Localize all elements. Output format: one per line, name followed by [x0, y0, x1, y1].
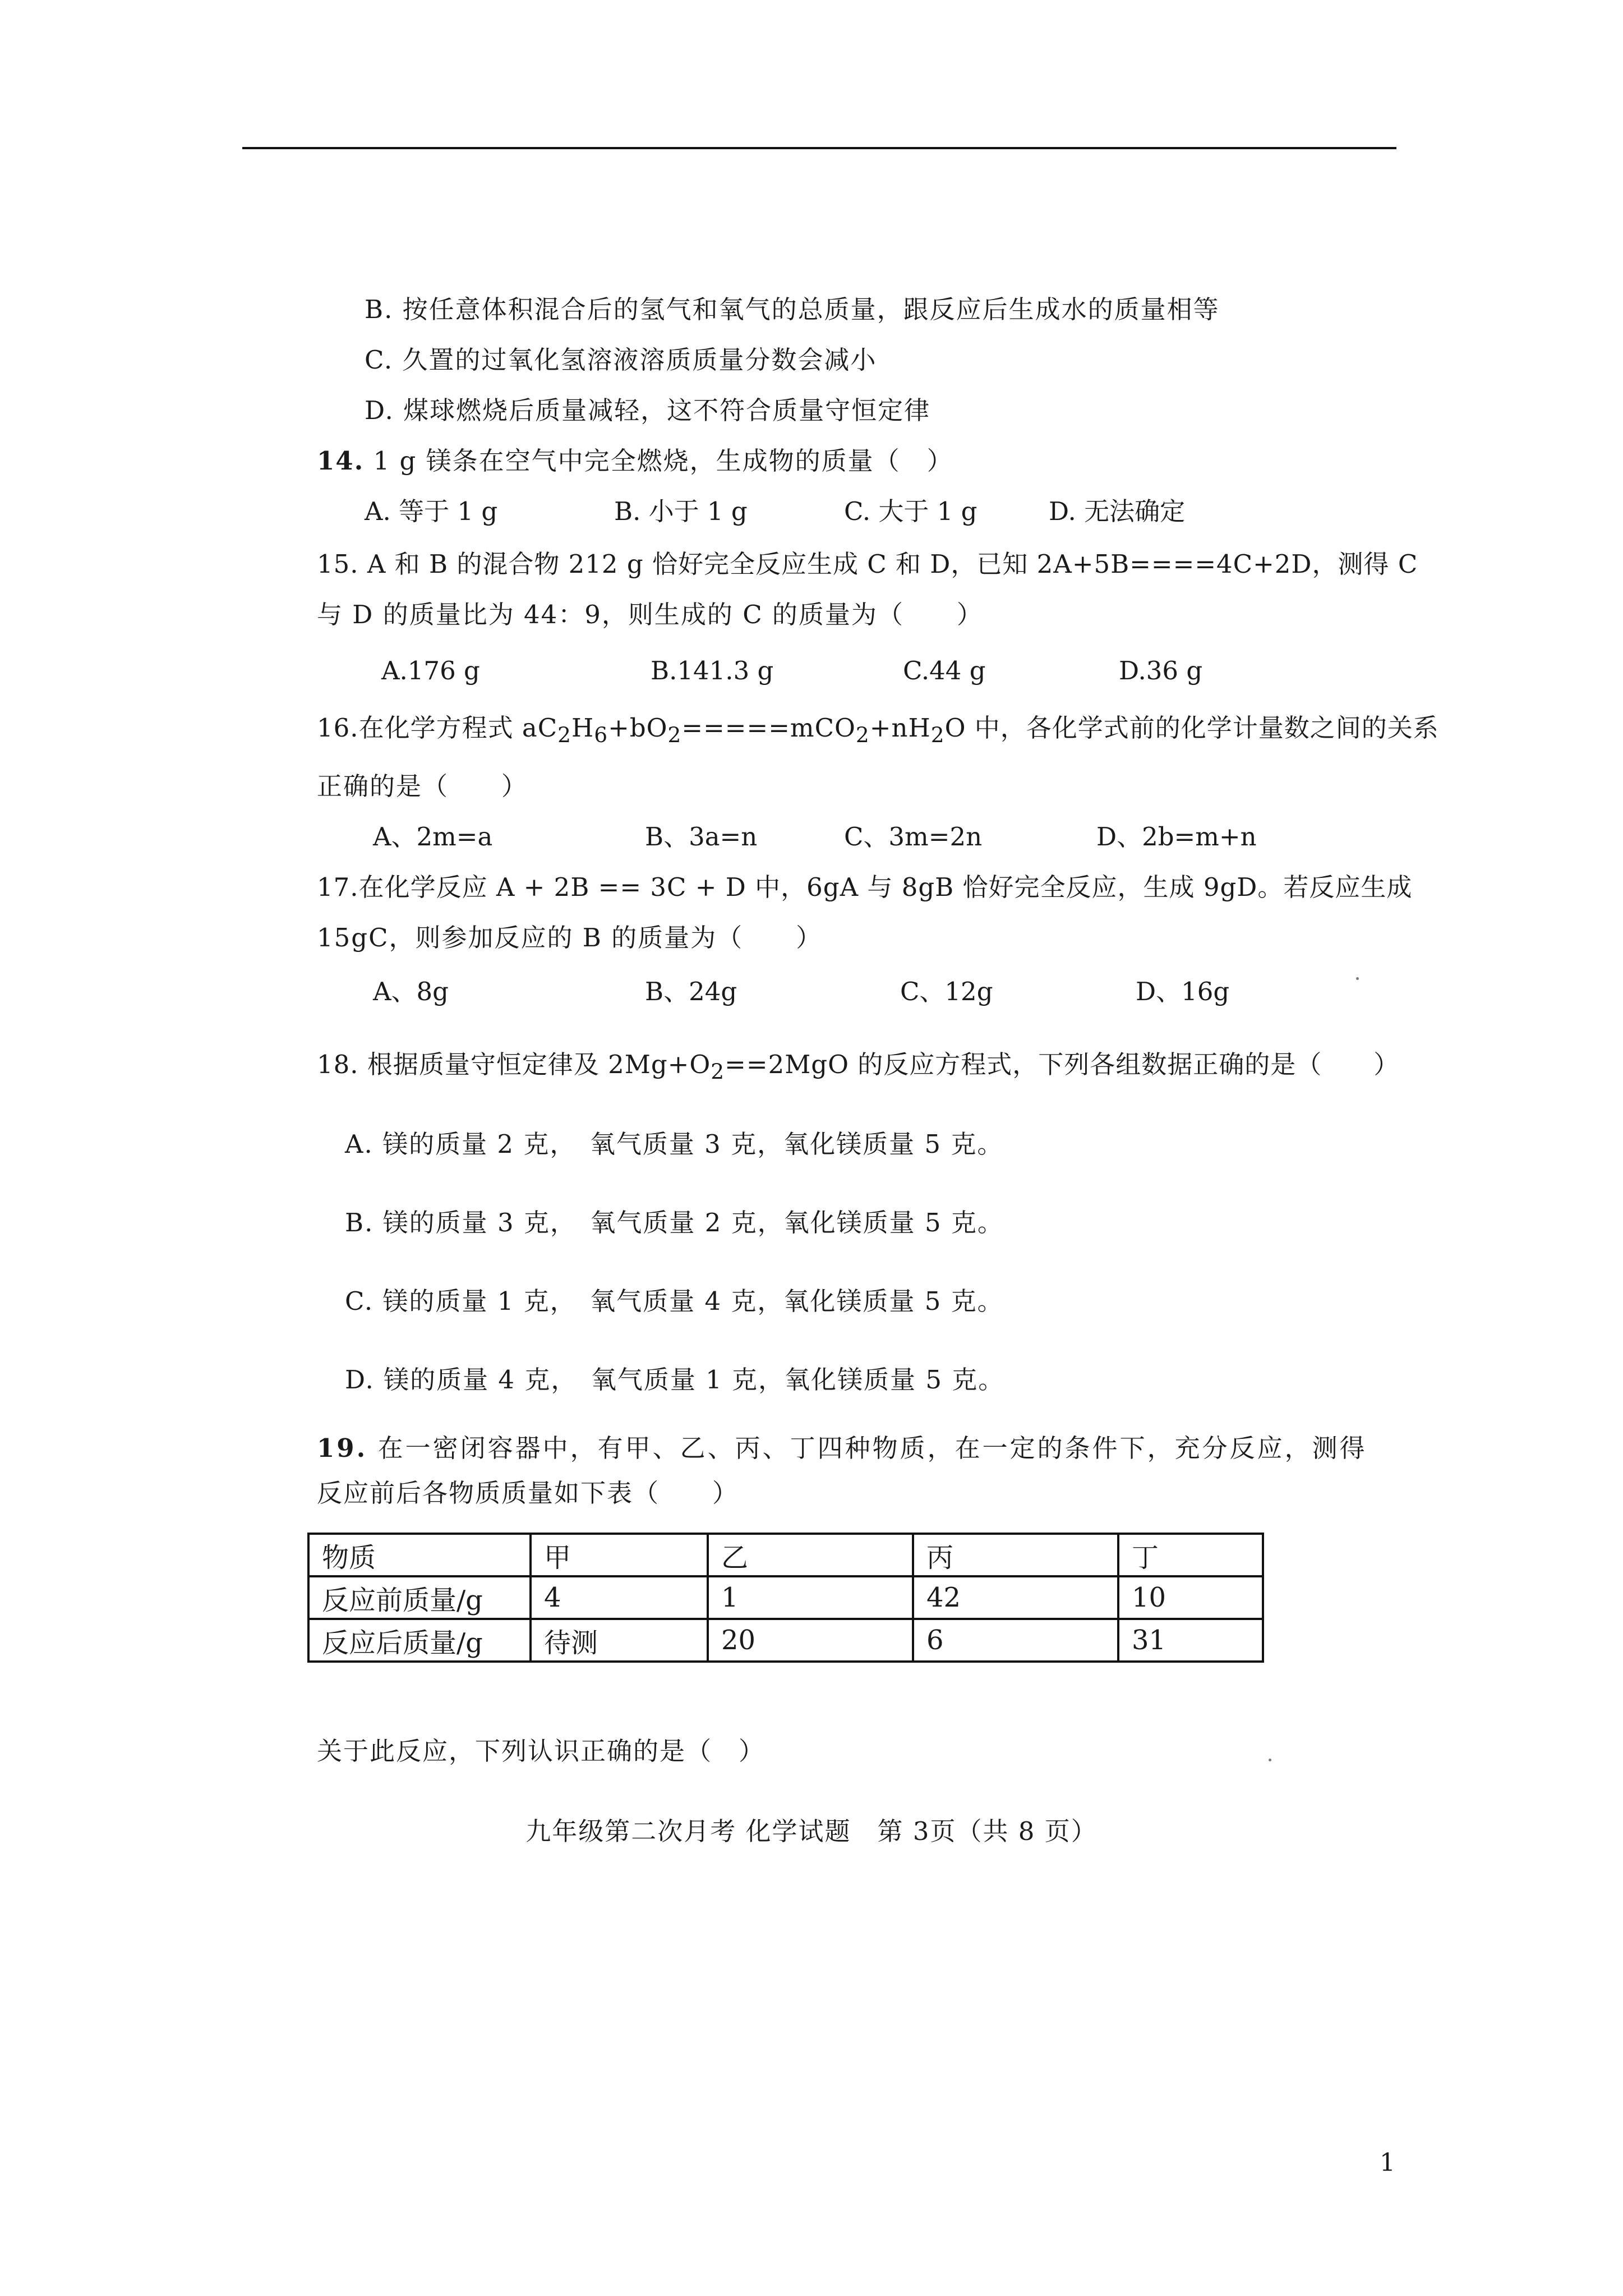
table-cell: 4: [531, 1576, 708, 1619]
q14-option-c: C. 大于 1 g: [844, 496, 978, 526]
q14-text: 1 g 镁条在空气中完全燃烧，生成物的质量（ ）: [373, 446, 953, 476]
q16-eq-part: +nH: [869, 713, 931, 743]
q14-option-d: D. 无法确定: [1049, 496, 1186, 526]
q13-option-b: B. 按任意体积混合后的氢气和氧气的总质量，跟反应后生成水的质量相等: [365, 295, 1220, 324]
table-cell: 丙: [913, 1534, 1118, 1576]
q16-sub: 2: [930, 723, 945, 747]
q14-option-b: B. 小于 1 g: [614, 496, 748, 526]
q16-eq-part: O 中，各化学式前的化学计量数之间的关系: [944, 713, 1439, 743]
q18-stem: [317, 1048, 1399, 1088]
q16-option-a: A、2m=a: [373, 822, 493, 852]
q16-sub: 6: [594, 723, 608, 747]
q17-option-c: C、12g: [900, 977, 993, 1006]
q15-option-a: A.176 g: [381, 656, 480, 685]
q19-number: 19.: [317, 1433, 368, 1463]
table-cell: 42: [913, 1576, 1118, 1619]
q18-option-c: C. 镁的质量 1 克， 氧气质量 4 克，氧化镁质量 5 克。: [345, 1286, 1004, 1316]
q17-line1: 17.在化学反应 A + 2B == 3C + D 中，6gA 与 8gB 恰好完全反应，生成 9gD。若反应生成: [317, 872, 1413, 902]
q13-option-c: C. 久置的过氧化氢溶液溶质质量分数会减小: [365, 345, 877, 375]
table-cell: 1: [708, 1576, 913, 1619]
q16-sub: 2: [557, 723, 571, 747]
q13-option-d: D. 煤球燃烧后质量减轻，这不符合质量守恒定律: [365, 395, 931, 425]
table-cell: 待测: [531, 1619, 708, 1662]
table-cell: 反应后质量/g: [308, 1619, 531, 1662]
q15-option-d: D.36 g: [1119, 656, 1203, 685]
q18-stem-part: 18. 根据质量守恒定律及 2Mg+O: [317, 1050, 711, 1079]
q16-option-d: D、2b=m+n: [1096, 822, 1257, 852]
table-cell: 10: [1118, 1576, 1263, 1619]
scan-speck: [1269, 1759, 1271, 1761]
q16-sub: 2: [855, 723, 870, 747]
q17-option-b: B、24g: [645, 977, 737, 1006]
table-cell: 6: [913, 1619, 1118, 1662]
page-footer: 九年级第二次月考 化学试题 第 3页（共 8 页）: [525, 1816, 1098, 1846]
q16-sub: 2: [667, 723, 682, 747]
table-cell: 丁: [1118, 1534, 1263, 1576]
scan-speck: [1356, 977, 1359, 980]
q16-eq-part: H: [571, 713, 594, 743]
q18-option-d: D. 镁的质量 4 克， 氧气质量 1 克，氧化镁质量 5 克。: [345, 1365, 1005, 1395]
table-cell: 31: [1118, 1619, 1263, 1662]
q16-line2: 正确的是（ ）: [317, 771, 528, 801]
table-cell: 乙: [708, 1534, 913, 1576]
q17-line2: 15gC，则参加反应的 B 的质量为（ ）: [317, 923, 823, 953]
q18-option-a: A. 镁的质量 2 克， 氧气质量 3 克，氧化镁质量 5 克。: [345, 1129, 1004, 1159]
q14-number: 14.: [317, 446, 365, 476]
q16-eq-part: +bO: [608, 713, 668, 743]
q19-line2: 反应前后各物质质量如下表（ ）: [317, 1478, 739, 1508]
table-cell: 甲: [531, 1534, 708, 1576]
q19-after-text: 关于此反应，下列认识正确的是（ ）: [317, 1736, 766, 1766]
table-cell: 物质: [308, 1534, 531, 1576]
q18-option-b: B. 镁的质量 3 克， 氧气质量 2 克，氧化镁质量 5 克。: [345, 1208, 1004, 1237]
q19-line1: [317, 1432, 1367, 1465]
q15-option-b: B.141.3 g: [651, 656, 774, 685]
q16-option-c: C、3m=2n: [844, 822, 983, 852]
table-cell: 反应前质量/g: [308, 1576, 531, 1619]
q15-line1: 15. A 和 B 的混合物 212 g 恰好完全反应生成 C 和 D，已知 2A+5B====4C+2D，测得 C: [317, 549, 1418, 579]
table-cell: 20: [708, 1619, 913, 1662]
q17-option-d: D、16g: [1136, 977, 1230, 1006]
table-row: [308, 1619, 1263, 1662]
q15-option-c: C.44 g: [903, 656, 986, 685]
table-header-row: [308, 1534, 1263, 1576]
header-rule: [242, 147, 1396, 149]
q16-eq-part: =====mCO: [681, 713, 856, 743]
page-number: 1: [1380, 2148, 1395, 2177]
q16-eq-part: 16.在化学方程式 aC: [317, 713, 558, 743]
q18-sub: 2: [711, 1059, 725, 1084]
table-row: [308, 1576, 1263, 1619]
q16-line1: [317, 711, 1439, 752]
q14-option-a: A. 等于 1 g: [365, 496, 498, 526]
q18-stem-part: ==2MgO 的反应方程式，下列各组数据正确的是（ ）: [725, 1050, 1400, 1079]
q14-stem: [317, 444, 953, 478]
q19-text: 在一密闭容器中，有甲、乙、丙、丁四种物质，在一定的条件下，充分反应，测得: [377, 1433, 1367, 1463]
mass-table: [307, 1533, 1264, 1663]
q16-option-b: B、3a=n: [645, 822, 758, 852]
q17-option-a: A、8g: [373, 977, 449, 1006]
q15-line2: 与 D 的质量比为 44：9，则生成的 C 的质量为（ ）: [317, 600, 983, 629]
